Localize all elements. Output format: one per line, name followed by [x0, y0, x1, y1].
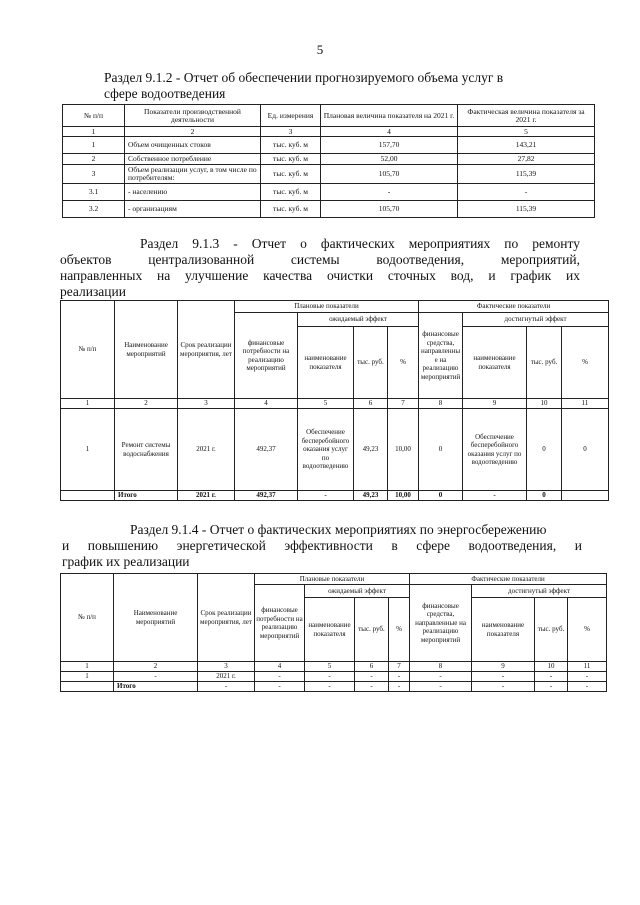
header-rub: тыс. руб. [535, 598, 568, 662]
total-pct: - [389, 682, 410, 692]
cell-name: - населению [125, 184, 261, 201]
header-fact-finance: финансовые средства, направленные на реализацию мероприятий [410, 585, 472, 662]
cell-rub: - [355, 672, 389, 682]
cell-unit: тыс. куб. м [261, 201, 321, 218]
header-plan: Плановые показатели [255, 574, 410, 585]
column-number: 3 [198, 662, 255, 672]
column-number: 7 [388, 399, 419, 409]
header-cell: № п/п [63, 105, 125, 127]
cell-num: 1 [61, 409, 115, 491]
column-number: 1 [61, 399, 115, 409]
title-line: направленных на улучшение качества очистки сточных вод, и график их [60, 268, 580, 283]
header-plan-finance: финансовые потребности на реализацию мероприятий [255, 585, 305, 662]
header-expected-effect: ожидаемый эффект [298, 313, 419, 327]
header-pct: % [388, 327, 419, 399]
cell-plan: 105,70 [321, 201, 458, 218]
header-cell: Фактическая величина показателя за 2021 г. [458, 105, 595, 127]
cell-name: Ремонт системы водоснабжения [115, 409, 178, 491]
cell-unit: тыс. куб. м [261, 154, 321, 165]
column-number: 2 [114, 662, 198, 672]
header-cell: Показатели производственной деятельности [125, 105, 261, 127]
header-rub: тыс. руб. [527, 327, 562, 399]
total-fact-rub: - [535, 682, 568, 692]
cell-fact-rub: - [535, 672, 568, 682]
total-label: Итого [114, 682, 198, 692]
column-number: 1 [61, 662, 114, 672]
cell-num: 3.2 [63, 201, 125, 218]
table-row [61, 409, 609, 491]
total-finance: - [255, 682, 305, 692]
cell-fact-indicator: - [472, 672, 535, 682]
cell-name: Объем реализации услуг, в том числе по потребителям: [125, 165, 261, 184]
cell-unit: тыс. куб. м [261, 165, 321, 184]
cell-fact: 143,21 [458, 137, 595, 154]
total-term: - [198, 682, 255, 692]
header-plan: Плановые показатели [235, 301, 419, 313]
column-number: 3 [178, 399, 235, 409]
column-number: 6 [354, 399, 388, 409]
cell-fact-finance: 0 [419, 409, 463, 491]
cell-num: 3.1 [63, 184, 125, 201]
page-number: 5 [316, 42, 324, 57]
title-line: объектов централизованной системы водоотведения, мероприятий, [60, 252, 580, 267]
cell-name: Собственное потребление [125, 154, 261, 165]
column-number: 5 [458, 127, 595, 137]
column-number: 9 [463, 399, 527, 409]
cell-num: 2 [63, 154, 125, 165]
header-achieved-effect: достигнутый эффект [472, 585, 607, 598]
table-row [63, 154, 595, 165]
header-plan-finance: финансовые потребности на реализацию мероприятий [235, 313, 298, 399]
total-term: 2021 г. [178, 491, 235, 501]
header-num: № п/п [61, 574, 114, 662]
header-achieved-effect: достигнутый эффект [463, 313, 609, 327]
cell-fact: 115,39 [458, 201, 595, 218]
column-number: 4 [321, 127, 458, 137]
table-9-1-4 [60, 573, 607, 692]
header-expected-effect: ожидаемый эффект [305, 585, 410, 598]
header-cell: Плановая величина показателя на 2021 г. [321, 105, 458, 127]
header-term: Срок реализации мероприятия, лет [178, 301, 235, 399]
table-row [63, 165, 595, 184]
header-name: Наименование мероприятий [115, 301, 178, 399]
cell-fact-pct: 0 [562, 409, 609, 491]
table-row [61, 672, 607, 682]
total-indicator: - [305, 682, 355, 692]
cell-fact-pct: - [568, 672, 607, 682]
header-indicator: наименование показателя [463, 327, 527, 399]
column-number: 5 [298, 399, 354, 409]
cell-indicator: Обеспечение бесперебойного оказания услуг по водоотведению [298, 409, 354, 491]
column-number: 5 [305, 662, 355, 672]
title-line: реализации [60, 284, 126, 299]
total-fact-indicator: - [472, 682, 535, 692]
table-row [63, 201, 595, 218]
column-number: 4 [255, 662, 305, 672]
column-number: 10 [535, 662, 568, 672]
cell-fact-finance: - [410, 672, 472, 682]
header-indicator: наименование показателя [298, 327, 354, 399]
column-number: 11 [562, 399, 609, 409]
title-line: Раздел 9.1.2 - Отчет об обеспечении прогнозируемого объема услуг в [104, 70, 504, 85]
section-9-1-4-title [62, 522, 582, 570]
cell-name: Объем очищенных стоков [125, 137, 261, 154]
cell-fact-indicator: Обеспечение бесперебойного оказания услуг по водоотведению [463, 409, 527, 491]
column-number: 10 [527, 399, 562, 409]
header-name: Наименование мероприятий [114, 574, 198, 662]
total-pct: 10,00 [388, 491, 419, 501]
table-row [63, 137, 595, 154]
header-pct: % [562, 327, 609, 399]
column-number: 8 [410, 662, 472, 672]
total-fact-finance: - [410, 682, 472, 692]
total-row [61, 682, 607, 692]
title-line: и повышению энергетической эффективности в сфере водоотведения, и [62, 538, 582, 553]
cell-term: 2021 г. [178, 409, 235, 491]
header-fact: Фактические показатели [410, 574, 607, 585]
header-term: Срок реализации мероприятия, лет [198, 574, 255, 662]
column-number: 3 [261, 127, 321, 137]
total-rub: 49,23 [354, 491, 388, 501]
cell-num: 1 [63, 137, 125, 154]
table-row [63, 184, 595, 201]
column-number: 8 [419, 399, 463, 409]
total-label: Итого [115, 491, 178, 501]
cell-name: - [114, 672, 198, 682]
cell-fact-rub: 0 [527, 409, 562, 491]
title-line: Раздел 9.1.4 - Отчет о фактических мероприятиях по энергосбережению [130, 522, 547, 537]
total-indicator: - [298, 491, 354, 501]
header-num: № п/п [61, 301, 115, 399]
header-fact: Фактические показатели [419, 301, 609, 313]
header-pct: % [568, 598, 607, 662]
section-9-1-2-title [104, 70, 589, 102]
header-indicator: наименование показателя [305, 598, 355, 662]
header-cell: Ед. измерения [261, 105, 321, 127]
cell-pct: 10,00 [388, 409, 419, 491]
header-indicator: наименование показателя [472, 598, 535, 662]
column-number: 1 [63, 127, 125, 137]
header-fact-finance: финансовые средства, направленные на реализацию мероприятий [419, 313, 463, 399]
cell-unit: тыс. куб. м [261, 137, 321, 154]
column-number: 11 [568, 662, 607, 672]
cell-pct: - [389, 672, 410, 682]
column-number: 4 [235, 399, 298, 409]
cell-rub: 49,23 [354, 409, 388, 491]
cell-unit: тыс. куб. м [261, 184, 321, 201]
column-number: 9 [472, 662, 535, 672]
cell-num: 3 [63, 165, 125, 184]
cell-name: - организациям [125, 201, 261, 218]
cell-finance: - [255, 672, 305, 682]
header-rub: тыс. руб. [354, 327, 388, 399]
title-line: Раздел 9.1.3 - Отчет о фактических мероприятиях по ремонту [140, 236, 580, 251]
column-number: 2 [125, 127, 261, 137]
total-rub: - [355, 682, 389, 692]
title-line: график их реализации [62, 554, 190, 569]
header-rub: тыс. руб. [355, 598, 389, 662]
column-number: 7 [389, 662, 410, 672]
total-row [61, 491, 609, 501]
column-number: 6 [355, 662, 389, 672]
total-finance: 492,37 [235, 491, 298, 501]
cell-finance: 492,37 [235, 409, 298, 491]
cell-fact: 115,39 [458, 165, 595, 184]
section-9-1-3-title [60, 236, 580, 300]
cell-indicator: - [305, 672, 355, 682]
total-fact-finance: 0 [419, 491, 463, 501]
header-pct: % [389, 598, 410, 662]
cell-plan: 52,00 [321, 154, 458, 165]
cell-plan: 105,70 [321, 165, 458, 184]
title-line: сфере водоотведения [104, 86, 226, 101]
cell-fact: - [458, 184, 595, 201]
column-number: 2 [115, 399, 178, 409]
cell-fact: 27,82 [458, 154, 595, 165]
total-fact-pct: - [568, 682, 607, 692]
table-9-1-2 [62, 104, 595, 218]
total-fact-rub: 0 [527, 491, 562, 501]
cell-num: 1 [61, 672, 114, 682]
cell-plan: 157,70 [321, 137, 458, 154]
cell-plan: - [321, 184, 458, 201]
total-fact-indicator: - [463, 491, 527, 501]
cell-term: 2021 г. [198, 672, 255, 682]
table-9-1-3 [60, 300, 609, 501]
